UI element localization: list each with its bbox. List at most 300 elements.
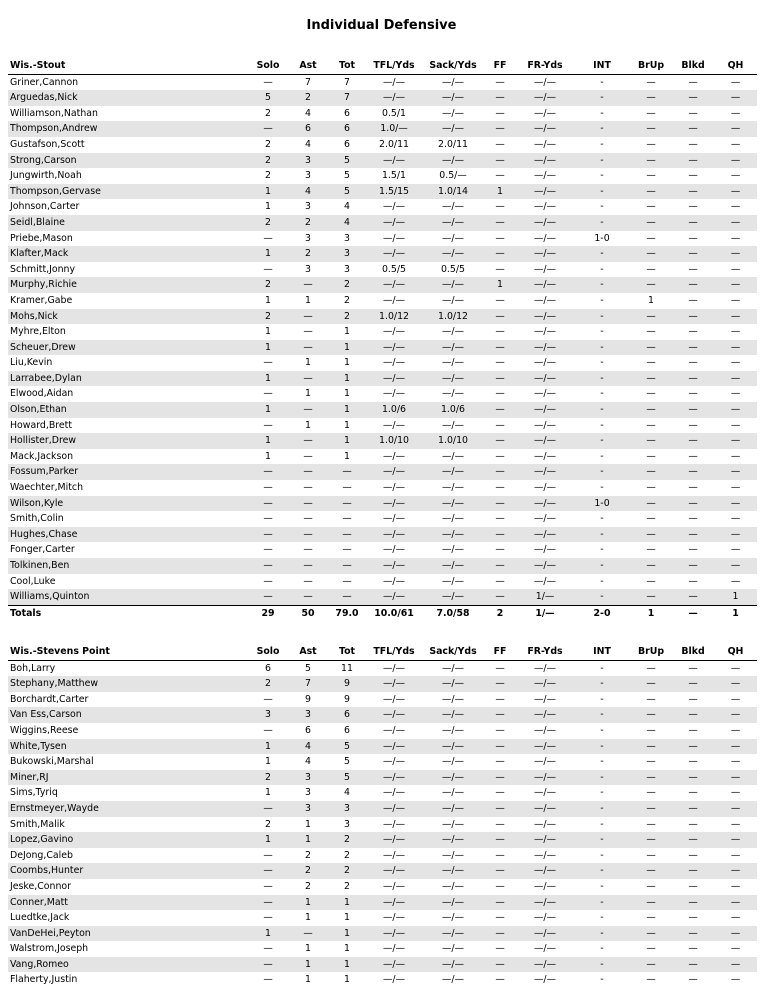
total-cell: 2	[484, 605, 516, 621]
stat-cell: 1	[248, 832, 288, 848]
stat-cell: 2	[344, 880, 350, 892]
stat-cell: -	[600, 263, 604, 275]
stat-cell: —/—	[534, 263, 556, 275]
stat-cell: —	[630, 770, 672, 786]
player-name: Stephany,Matthew	[8, 676, 248, 692]
stat-cell: —/—	[534, 107, 556, 119]
stat-cell: —	[630, 558, 672, 574]
stat-cell: —/—	[366, 832, 422, 848]
player-name: Smith,Colin	[10, 513, 64, 525]
stat-cell: —	[484, 558, 516, 574]
stat-cell: —	[730, 357, 741, 369]
stat-cell: —	[263, 974, 273, 986]
stat-cell: 0.5/—	[439, 170, 467, 182]
stat-cell: —/—	[442, 326, 464, 338]
stat-cell: 5	[344, 756, 350, 768]
stat-cell: —	[672, 770, 714, 786]
stat-cell: —	[630, 926, 672, 942]
stat-cell: 0.5/5	[381, 263, 407, 275]
stat-cell: —	[646, 482, 656, 494]
table-row	[8, 707, 757, 723]
stat-cell: 1	[328, 926, 366, 942]
stat-cell: —	[263, 693, 273, 705]
stat-cell: —	[495, 450, 505, 462]
stat-cell: —/—	[534, 693, 556, 705]
stat-cell: 3	[288, 801, 328, 817]
stat-cell: —	[484, 832, 516, 848]
stat-cell: —	[630, 527, 672, 543]
table-row	[8, 371, 757, 387]
stat-cell: —	[288, 309, 328, 325]
stat-cell: —/—	[422, 832, 484, 848]
stat-cell: —	[288, 277, 328, 293]
stat-cell: —/—	[516, 895, 574, 911]
stat-cell: 1	[265, 756, 271, 768]
stat-cell: —	[714, 215, 757, 231]
player-name: Kramer,Gabe	[10, 294, 73, 306]
stat-cell: —/—	[534, 419, 556, 431]
stat-cell: —/—	[534, 724, 556, 736]
stat-cell: —	[672, 558, 714, 574]
stat-cell: —/—	[422, 153, 484, 169]
stat-cell: —/—	[534, 849, 556, 861]
stat-cell: —/—	[366, 371, 422, 387]
stat-cell: —/—	[366, 153, 422, 169]
stat-cell: —	[484, 589, 516, 605]
stat-cell: —/—	[442, 294, 464, 306]
stat-cell: -	[600, 818, 604, 830]
table-row	[8, 527, 757, 543]
table-row	[8, 184, 757, 200]
stat-cell: —	[248, 801, 288, 817]
player-name: Howard,Brett	[10, 419, 73, 431]
totals-label: Totals	[8, 605, 248, 621]
stat-cell: -	[574, 215, 630, 231]
stat-cell: —	[714, 496, 757, 512]
stat-cell: —/—	[422, 527, 484, 543]
stat-cell: —	[730, 513, 741, 525]
stat-cell: —	[495, 482, 505, 494]
stat-cell: 1	[344, 357, 350, 369]
stat-cell: —	[714, 957, 757, 973]
table-row	[8, 262, 757, 278]
totals-row	[8, 605, 757, 621]
table-row	[8, 90, 757, 106]
stat-cell: —	[688, 724, 698, 736]
stat-cell: —	[646, 787, 656, 799]
total-cell: 50	[288, 605, 328, 621]
stat-cell: —	[495, 756, 505, 768]
stat-cell: —/—	[534, 232, 556, 244]
stat-cell: 2	[305, 880, 311, 892]
stat-cell: —/—	[366, 957, 422, 973]
table-row	[8, 199, 757, 215]
stat-cell: —/—	[366, 801, 422, 817]
stat-cell: —	[495, 662, 505, 674]
stat-cell: —	[730, 575, 741, 587]
stat-cell: 1.5/15	[366, 184, 422, 200]
stat-cell: —	[672, 676, 714, 692]
stat-cell: -	[574, 184, 630, 200]
stat-cell: —	[730, 756, 741, 768]
player-name: White,Tysen	[8, 739, 248, 755]
stat-cell: —	[484, 215, 516, 231]
stat-cell: —	[646, 357, 656, 369]
stat-cell: —	[688, 513, 698, 525]
stat-cell: —/—	[516, 707, 574, 723]
stat-cell: 2	[288, 90, 328, 106]
stat-cell: —	[303, 450, 313, 462]
stat-cell: -	[600, 880, 604, 892]
stat-cell: —	[495, 544, 505, 556]
stat-cell: —/—	[366, 770, 422, 786]
stat-cell: —/—	[516, 433, 574, 449]
stat-cell: -	[574, 801, 630, 817]
stat-cell: -	[574, 676, 630, 692]
stat-cell: —	[714, 770, 757, 786]
stat-cell: —	[342, 482, 352, 494]
team-name-header: Wis.-Stevens Point	[8, 644, 248, 660]
stat-cell: —	[303, 575, 313, 587]
stat-cell: —/—	[442, 756, 464, 768]
player-name: Olson,Ethan	[8, 402, 248, 418]
stat-cell: —	[263, 724, 273, 736]
stat-cell: —	[288, 589, 328, 605]
player-name: Coombs,Hunter	[8, 863, 248, 879]
stat-cell: 1	[328, 371, 366, 387]
stat-cell: —/—	[516, 184, 574, 200]
stat-cell: 1-0	[574, 496, 630, 512]
header-row	[8, 644, 757, 660]
stat-cell: —/—	[366, 246, 422, 262]
stat-cell: —	[263, 232, 273, 244]
stat-cell: -	[600, 787, 604, 799]
player-name: Mack,Jackson	[10, 450, 74, 462]
stat-cell: 6	[288, 121, 328, 137]
stat-cell: -	[600, 138, 604, 150]
stat-cell: 1	[344, 326, 350, 338]
stat-cell: —	[730, 880, 741, 892]
stat-cell: —	[688, 943, 698, 955]
stat-cell: 1	[305, 912, 311, 924]
stat-cell: 6	[344, 724, 350, 736]
stat-cell: 1	[328, 402, 366, 418]
stat-cell: 1	[648, 294, 654, 306]
stat-cell: —	[646, 263, 656, 275]
stat-cell: —	[263, 880, 273, 892]
stat-cell: —/—	[442, 880, 464, 892]
table-row	[8, 723, 757, 739]
stat-cell: 3	[328, 246, 366, 262]
stat-cell: —	[688, 787, 698, 799]
stat-cell: 5	[248, 90, 288, 106]
stat-cell: -	[600, 357, 604, 369]
player-name: Liu,Kevin	[10, 357, 53, 369]
stat-cell: —/—	[442, 201, 464, 213]
stat-cell: —	[688, 575, 698, 587]
stat-cell: —	[495, 326, 505, 338]
table-row	[8, 433, 757, 449]
stat-cell: —/—	[366, 707, 422, 723]
table-row	[8, 926, 757, 942]
stat-cell: 5	[328, 184, 366, 200]
stat-cell: —/—	[534, 544, 556, 556]
stat-cell: —	[484, 246, 516, 262]
table-row	[8, 386, 757, 402]
stat-cell: 7	[344, 76, 350, 88]
stat-cell: —	[495, 388, 505, 400]
stat-cell: —	[714, 309, 757, 325]
stat-cell: —/—	[383, 724, 405, 736]
stat-cell: —/—	[422, 707, 484, 723]
stat-cell: —/—	[516, 527, 574, 543]
stat-cell: —/—	[422, 371, 484, 387]
stat-cell: —	[714, 926, 757, 942]
stat-cell: —	[672, 863, 714, 879]
player-name: Thompson,Andrew	[8, 121, 248, 137]
stat-cell: 2	[265, 138, 271, 150]
stat-cell: 5	[305, 662, 311, 674]
stat-cell: —/—	[516, 215, 574, 231]
stat-cell: —/—	[422, 121, 484, 137]
stat-cell: —	[672, 707, 714, 723]
player-name: Lopez,Gavino	[8, 832, 248, 848]
stat-cell: —	[495, 232, 505, 244]
stat-cell: 3	[328, 801, 366, 817]
stat-cell: —	[672, 926, 714, 942]
stat-cell: —	[630, 153, 672, 169]
stat-cell: —/—	[516, 676, 574, 692]
stat-cell: 1	[265, 201, 271, 213]
stat-cell: -	[600, 974, 604, 986]
stat-cell: —/—	[534, 201, 556, 213]
stat-cell: —/—	[422, 215, 484, 231]
stat-cell: —	[303, 482, 313, 494]
stat-cell: 2	[328, 309, 366, 325]
stat-cell: —/—	[422, 558, 484, 574]
stat-cell: 1	[248, 340, 288, 356]
stat-cell: —	[714, 739, 757, 755]
stat-cell: —	[495, 263, 505, 275]
stat-cell: 1.0/12	[366, 309, 422, 325]
total-cell: 79.0	[328, 605, 366, 621]
stat-cell: 9	[305, 693, 311, 705]
stat-cell: —	[342, 513, 352, 525]
table-row	[8, 215, 757, 231]
stat-cell: —/—	[516, 340, 574, 356]
stat-cell: —	[672, 433, 714, 449]
stat-cell: —	[248, 863, 288, 879]
stat-cell: 7	[328, 90, 366, 106]
stat-cell: —	[730, 818, 741, 830]
stat-cell: —	[672, 589, 714, 605]
stat-cell: —/—	[516, 801, 574, 817]
stat-cell: —	[730, 388, 741, 400]
stat-cell: 1/—	[516, 589, 574, 605]
stat-cell: —/—	[534, 294, 556, 306]
stat-cell: 1	[344, 450, 350, 462]
total-cell: 1	[714, 605, 757, 621]
stat-cell: -	[600, 693, 604, 705]
stat-cell: -	[574, 739, 630, 755]
stat-cell: 9	[328, 676, 366, 692]
stat-cell: —/—	[383, 76, 405, 88]
stat-cell: 4	[305, 756, 311, 768]
stat-cell: -	[574, 832, 630, 848]
column-header: Blkd	[672, 644, 714, 660]
stat-cell: —	[630, 589, 672, 605]
stat-cell: —	[484, 801, 516, 817]
stat-cell: —	[688, 544, 698, 556]
player-name: Conner,Matt	[8, 895, 248, 911]
stat-cell: —/—	[442, 232, 464, 244]
column-header: INT	[574, 58, 630, 74]
stat-cell: -	[600, 201, 604, 213]
stat-cell: —/—	[442, 107, 464, 119]
stat-cell: —	[672, 153, 714, 169]
stat-cell: -	[600, 76, 604, 88]
stat-cell: —	[730, 849, 741, 861]
player-name: Walstrom,Joseph	[10, 943, 89, 955]
stat-cell: —	[688, 170, 698, 182]
stat-cell: —/—	[442, 818, 464, 830]
stat-cell: —	[672, 184, 714, 200]
stat-cell: —/—	[366, 895, 422, 911]
stat-cell: —	[484, 309, 516, 325]
stat-cell: —	[714, 184, 757, 200]
stat-cell: —	[495, 693, 505, 705]
table-row	[8, 941, 757, 957]
stat-cell: —/—	[422, 277, 484, 293]
stat-cell: —/—	[442, 388, 464, 400]
stat-cell: 2	[344, 294, 350, 306]
stat-cell: —/—	[442, 357, 464, 369]
stat-cell: -	[574, 464, 630, 480]
stat-cell: 4	[344, 201, 350, 213]
stat-cell: -	[574, 926, 630, 942]
total-cell: 7.0/58	[422, 605, 484, 621]
table-row	[8, 246, 757, 262]
stat-cell: 2	[288, 246, 328, 262]
stat-cell: —/—	[534, 880, 556, 892]
stat-cell: —	[730, 974, 741, 986]
stat-cell: —/—	[516, 371, 574, 387]
stat-cell: -	[600, 482, 604, 494]
table-row	[8, 542, 757, 558]
stat-cell: -	[600, 912, 604, 924]
stat-cell: —	[714, 832, 757, 848]
stat-cell: —/—	[534, 756, 556, 768]
stat-cell: 1	[344, 419, 350, 431]
stat-cell: —	[730, 107, 741, 119]
stat-cell: —/—	[366, 215, 422, 231]
player-name: Gustafson,Scott	[10, 138, 85, 150]
stat-cell: 1	[305, 294, 311, 306]
stat-cell: —/—	[422, 863, 484, 879]
table-row	[8, 558, 757, 574]
stat-cell: 3	[288, 770, 328, 786]
stat-cell: 1	[305, 818, 311, 830]
stat-cell: —	[263, 544, 273, 556]
stat-cell: —/—	[534, 138, 556, 150]
stat-cell: —	[495, 357, 505, 369]
stat-cell: -	[574, 309, 630, 325]
stat-cell: —/—	[516, 402, 574, 418]
stat-cell: —	[730, 787, 741, 799]
stat-cell: —	[730, 450, 741, 462]
player-name: Arguedas,Nick	[8, 90, 248, 106]
stat-cell: 3	[344, 263, 350, 275]
stat-cell: —	[630, 184, 672, 200]
stat-cell: —	[688, 880, 698, 892]
stat-cell: -	[574, 340, 630, 356]
table-row	[8, 863, 757, 879]
table-row	[8, 496, 757, 512]
stat-cell: —	[288, 527, 328, 543]
column-header: Sack/Yds	[422, 644, 484, 660]
stat-cell: -	[574, 277, 630, 293]
stat-cell: —	[495, 513, 505, 525]
stat-cell: —/—	[534, 575, 556, 587]
column-header: TFL/Yds	[366, 644, 422, 660]
total-cell: 1	[630, 605, 672, 621]
column-header: BrUp	[630, 58, 672, 74]
stat-cell: —/—	[383, 388, 405, 400]
stat-cell: —/—	[442, 849, 464, 861]
column-header: FR-Yds	[516, 644, 574, 660]
stat-cell: —/—	[422, 895, 484, 911]
stat-cell: —	[288, 496, 328, 512]
stat-cell: —	[646, 818, 656, 830]
player-name: Flaherty,Justin	[10, 974, 78, 986]
stat-cell: -	[574, 371, 630, 387]
stat-cell: 2.0/11	[379, 138, 409, 150]
stat-cell: -	[574, 770, 630, 786]
stat-cell: —/—	[383, 544, 405, 556]
stat-cell: —/—	[383, 232, 405, 244]
stat-cell: 1	[248, 371, 288, 387]
stat-cell: —/—	[442, 662, 464, 674]
stat-cell: -	[574, 527, 630, 543]
stat-cell: —/—	[516, 464, 574, 480]
stat-cell: —	[672, 402, 714, 418]
player-name: Klafter,Mack	[8, 246, 248, 262]
stat-cell: —/—	[366, 464, 422, 480]
stat-cell: —/—	[442, 482, 464, 494]
stat-cell: —	[495, 818, 505, 830]
stat-cell: 1	[328, 957, 366, 973]
stat-cell: —/—	[366, 558, 422, 574]
stat-cell: —	[484, 770, 516, 786]
stat-cell: —	[248, 558, 288, 574]
stat-cell: —	[630, 277, 672, 293]
stat-cell: -	[600, 513, 604, 525]
stat-cell: —/—	[383, 880, 405, 892]
table-row	[8, 692, 757, 708]
stat-cell: —	[714, 558, 757, 574]
column-header: Ast	[288, 58, 328, 74]
stat-cell: —/—	[366, 340, 422, 356]
stat-cell: —	[672, 90, 714, 106]
player-name: Jungwirth,Noah	[10, 170, 82, 182]
stat-cell: —	[248, 496, 288, 512]
stat-cell: —	[630, 739, 672, 755]
stat-cell: 4	[305, 138, 311, 150]
stat-cell: 2	[305, 849, 311, 861]
stat-cell: —	[495, 943, 505, 955]
stat-cell: —	[495, 294, 505, 306]
stat-cell: —/—	[422, 926, 484, 942]
